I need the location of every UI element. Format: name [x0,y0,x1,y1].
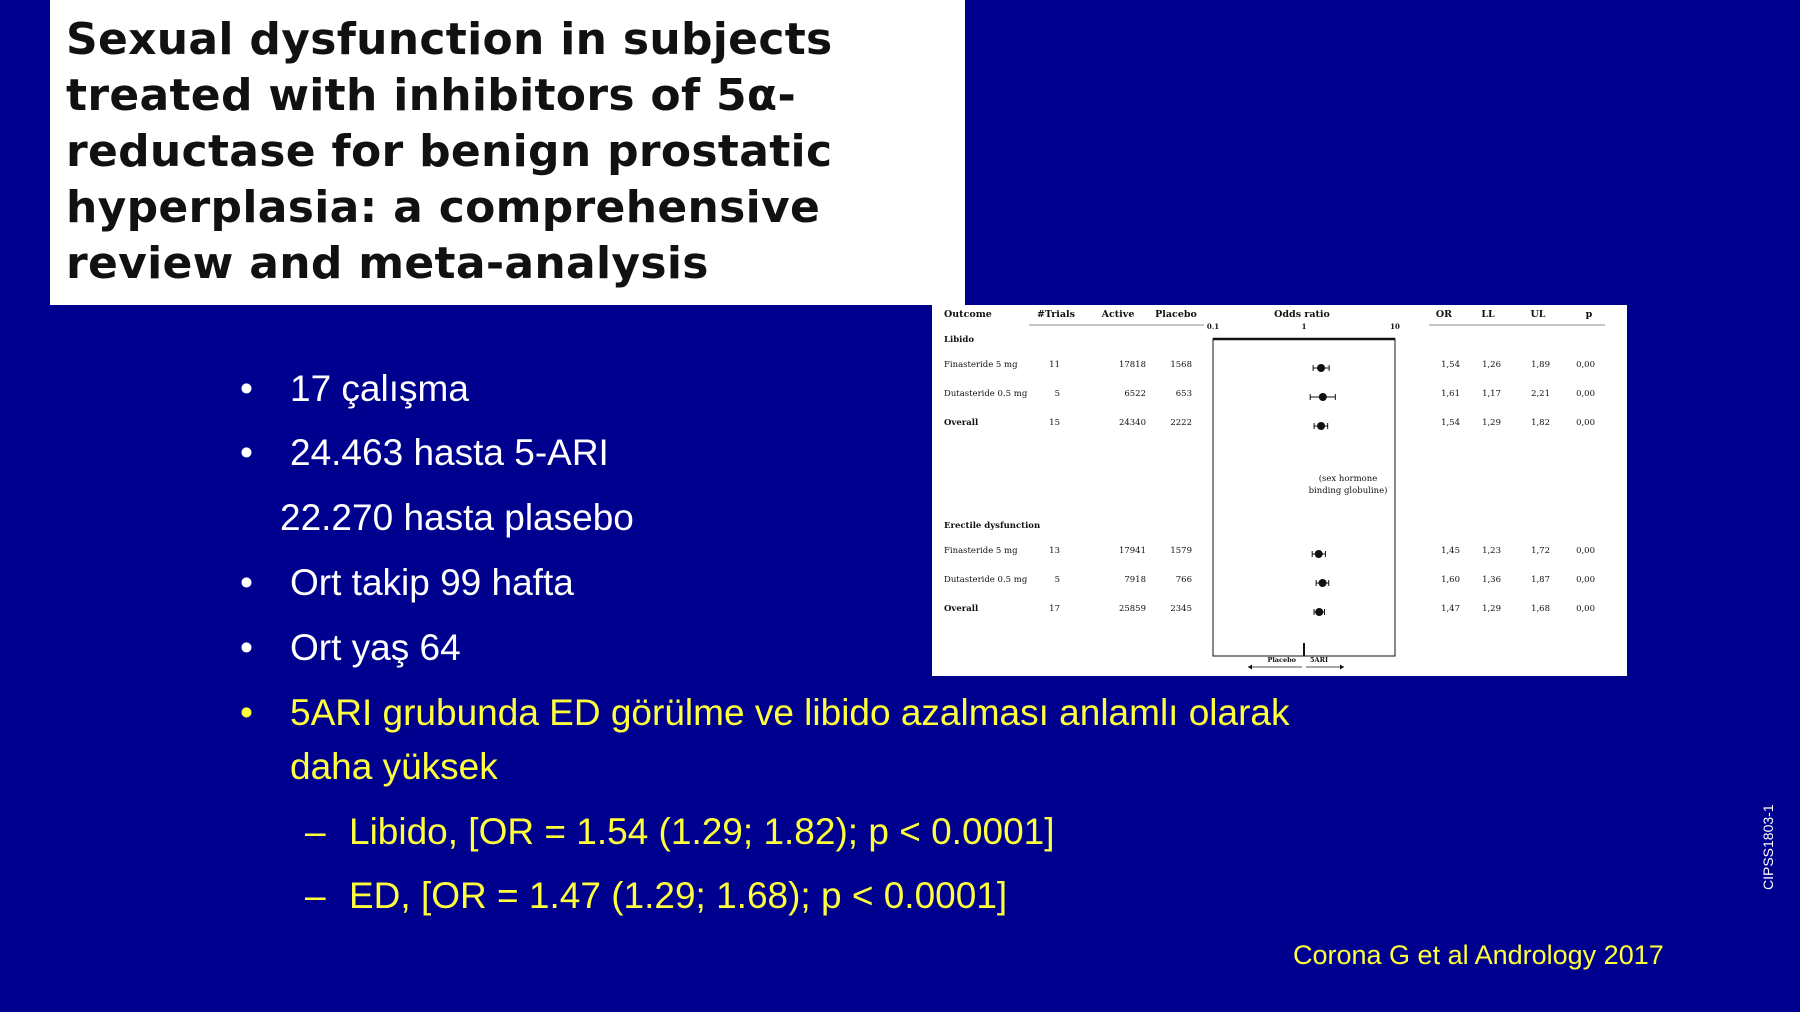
p-value: 0,00 [1576,575,1595,585]
or-value: 1,61 [1441,389,1460,399]
ul-value: 1,82 [1531,418,1550,428]
reference-citation: Corona G et al Andrology 2017 [1293,940,1664,970]
sub-bullet-text: ED, [OR = 1.47 (1.29; 1.68); p < 0.0001] [349,875,1008,916]
footer-label: 5ARI [1310,656,1329,664]
active-value: 17941 [1118,546,1146,556]
or-point [1317,422,1325,430]
active-value: 24340 [1118,418,1146,428]
bullet-text: daha yüksek [290,746,498,787]
forest-plot-figure [932,305,1627,676]
active-value: 17818 [1118,360,1146,370]
p-value: 0,00 [1576,360,1595,370]
row-label: Finasteride 5 mg [944,546,1018,556]
tick-label: 1 [1301,322,1307,331]
ul-value: 1,89 [1531,360,1550,370]
or-value: 1,45 [1441,546,1460,556]
group-label: Erectile dysfunction [944,521,1041,531]
footer-label: Placebo [1267,656,1296,664]
or-value: 1,60 [1441,575,1460,585]
column-header: UL [1530,309,1546,320]
sub-bullet-text: Libido, [OR = 1.54 (1.29; 1.82); p < 0.0001] [349,811,1055,852]
bullet-text: 22.270 hasta plasebo [280,497,634,538]
trials-value: 15 [1049,418,1060,428]
column-header: Odds ratio [1274,309,1330,320]
title-line: review and meta-analysis [66,238,709,289]
bullet-text: 24.463 hasta 5-ARI [290,432,609,473]
ul-value: 1,72 [1531,546,1550,556]
placebo-value: 2222 [1170,418,1192,428]
bullet-text: Ort yaş 64 [290,627,461,668]
active-value: 7918 [1124,575,1146,585]
or-point [1319,393,1327,401]
sub-bullet-marker: – [305,875,326,916]
column-header: Placebo [1155,309,1197,320]
direction-arrowhead [1248,665,1252,670]
ll-value: 1,29 [1482,418,1501,428]
row-label: Finasteride 5 mg [944,360,1018,370]
annotation-line: (sex hormone [1318,474,1378,484]
or-point [1319,579,1327,587]
title-box [50,0,965,305]
group-label: Libido [944,335,974,345]
or-value: 1,54 [1441,418,1460,428]
or-value: 1,47 [1441,604,1460,614]
ll-value: 1,29 [1482,604,1501,614]
plot-frame [1213,339,1395,656]
column-header: Active [1101,309,1135,320]
trials-value: 17 [1049,604,1060,614]
title-line: treated with inhibitors of 5α- [66,70,797,121]
ll-value: 1,23 [1482,546,1501,556]
trials-value: 5 [1054,575,1060,585]
bullet-marker: • [240,368,253,409]
bullet-marker: • [240,562,253,603]
title-line: hyperplasia: a comprehensive [66,182,821,233]
trials-value: 13 [1049,546,1060,556]
p-value: 0,00 [1576,604,1595,614]
forest-plot [932,305,1627,676]
sub-bullet-marker: – [305,811,326,852]
active-value: 25859 [1118,604,1146,614]
ll-value: 1,17 [1482,389,1501,399]
placebo-value: 2345 [1170,604,1192,614]
bullet-marker: • [240,432,253,473]
p-value: 0,00 [1576,418,1595,428]
title-line: reductase for benign prostatic [66,126,833,177]
placebo-value: 1568 [1170,360,1192,370]
row-label: Dutasteride 0.5 mg [944,575,1028,585]
row-label: Overall [944,418,979,428]
ul-value: 2,21 [1531,389,1550,399]
or-value: 1,54 [1441,360,1460,370]
or-point [1315,608,1323,616]
column-header: #Trials [1036,309,1076,320]
slide-code: CIPSS1803-1 [1760,804,1776,890]
column-header: Outcome [944,309,992,320]
bullet-text: 17 çalışma [290,368,469,409]
row-label: Overall [944,604,979,614]
or-point [1315,550,1323,558]
active-value: 6522 [1124,389,1146,399]
ll-value: 1,36 [1482,575,1501,585]
p-value: 0,00 [1576,389,1595,399]
ll-value: 1,26 [1482,360,1501,370]
tick-label: 10 [1390,322,1400,331]
bullet-text: 5ARI grubunda ED görülme ve libido azalması anlamlı olarak [290,692,1290,733]
annotation-line: binding globuline) [1308,486,1388,496]
column-header: OR [1435,309,1453,320]
placebo-value: 653 [1175,389,1192,399]
p-value: 0,00 [1576,546,1595,556]
or-point [1317,364,1325,372]
direction-arrowhead [1340,665,1344,670]
column-header: LL [1481,309,1495,320]
placebo-value: 1579 [1170,546,1192,556]
title-line: Sexual dysfunction in subjects [66,14,833,65]
bullet-marker: • [240,627,253,668]
bullet-marker: • [240,692,253,733]
placebo-value: 766 [1175,575,1192,585]
tick-label: 0.1 [1206,322,1220,331]
ul-value: 1,87 [1531,575,1550,585]
row-label: Dutasteride 0.5 mg [944,389,1028,399]
slide-title [66,12,949,292]
trials-value: 5 [1054,389,1060,399]
bullet-text: Ort takip 99 hafta [290,562,574,603]
column-header: p [1585,309,1593,320]
trials-value: 11 [1049,360,1060,370]
ul-value: 1,68 [1531,604,1550,614]
